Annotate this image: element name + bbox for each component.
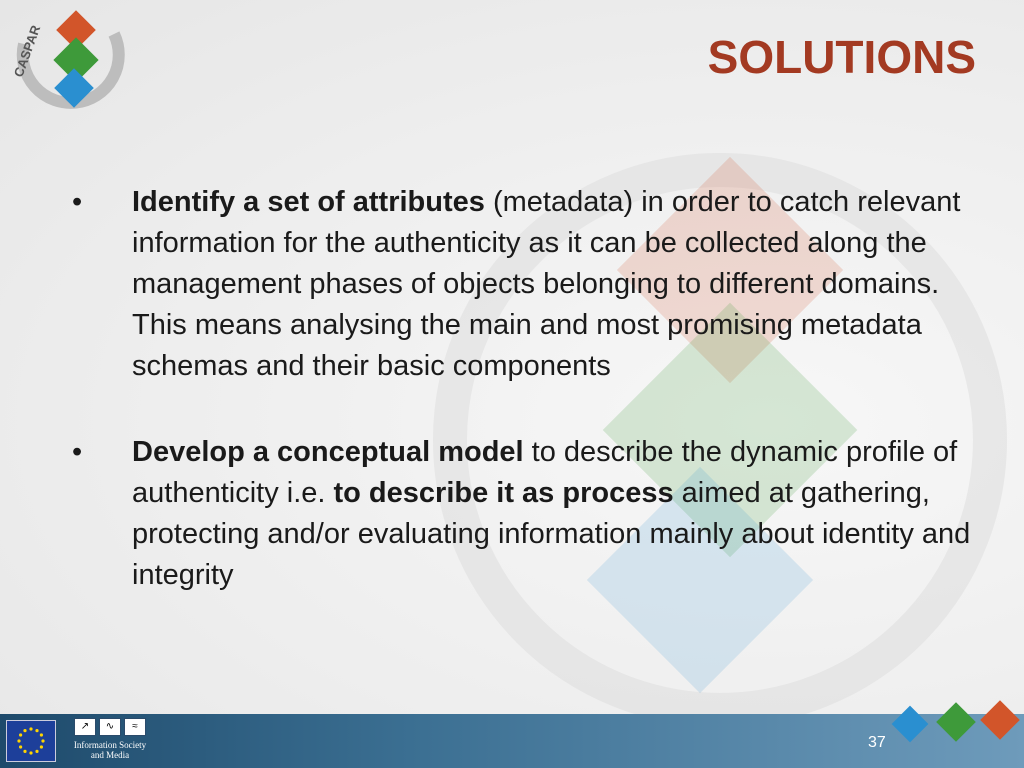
bullet-2-bold-2: to describe it as process bbox=[333, 477, 674, 509]
logo-text: CASPAR bbox=[10, 23, 44, 80]
caspar-diamonds-icon bbox=[886, 698, 1024, 758]
bullet-2-text: to describe the dynamic profile of authenticity i.e. bbox=[132, 436, 958, 509]
bullet-dot: • bbox=[72, 436, 83, 468]
chart-icon: ∿ bbox=[99, 718, 121, 736]
bullet-1-bold: Identify a set of attributes bbox=[132, 186, 485, 218]
bullet-list bbox=[60, 182, 990, 641]
eu-flag-icon bbox=[6, 720, 56, 762]
ism-line-1: Information Society bbox=[73, 740, 147, 750]
wave-icon: ≈ bbox=[124, 718, 146, 736]
ism-line-2: and Media bbox=[90, 750, 130, 760]
page-number: 37 bbox=[868, 734, 886, 751]
slide-title: SOLUTIONS bbox=[707, 31, 976, 83]
bullet-item-2 bbox=[60, 432, 990, 596]
caspar-logo bbox=[4, 4, 130, 118]
information-society-logo bbox=[64, 718, 156, 766]
bullet-dot: • bbox=[72, 186, 83, 218]
arrow-icon: ↗ bbox=[74, 718, 96, 736]
bullet-2-text-2: aimed at gathering, protecting and/or evaluating information mainly about identity and integrity bbox=[132, 477, 971, 591]
bullet-2-bold: Develop a conceptual model bbox=[132, 436, 524, 468]
bullet-item-1 bbox=[60, 182, 990, 387]
bullet-1-text: (metadata) in order to catch relevant information for the authenticity as it can be collected along the management phases of objects belonging to different domains. This means analysing the main and most promising metadata schemas and their basic components bbox=[132, 186, 961, 382]
